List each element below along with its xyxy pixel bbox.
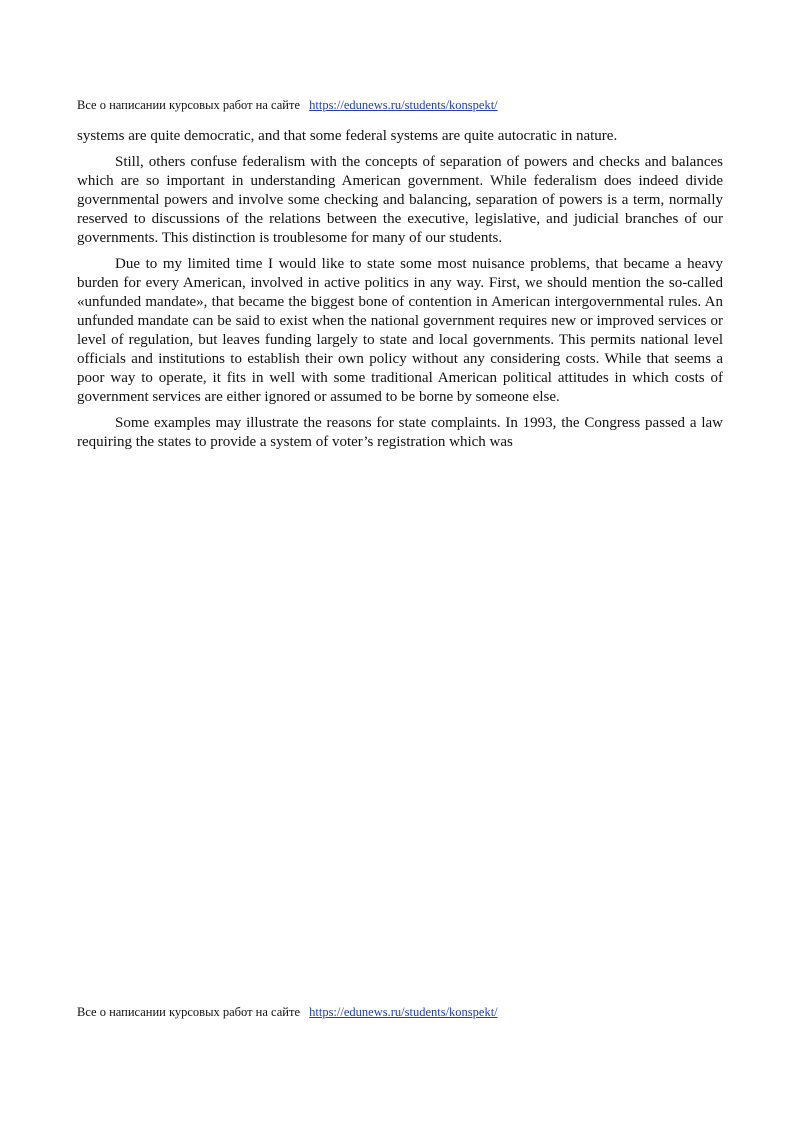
paragraph-2: Still, others confuse federalism with the concepts of separation of powers and checks and balances which are so important in understanding American government. While federalism does indeed divide governmental powers and involve some checking and balancing, separation of powers is a term, normally reserved to discussions of the relations between the executive, legislative, and judicial branches of our governments. This distinction is troublesome for many of our students.: [77, 154, 723, 246]
page-header: [77, 97, 506, 113]
page-footer: [77, 1004, 506, 1020]
paragraph-3: Due to my limited time I would like to state some most nuisance problems, that became a heavy burden for every American, involved in active politics in any way. First, we should mention the so-called «unfunded mandate», that became the biggest bone of contention in American intergovernmental rules. An unfunded mandate can be said to exist when the national government requires new or improved services or level of regulation, but leaves funding largely to state and local governments. This permits national level officials and institutions to establish their own policy without any considering costs. While that seems a poor way to operate, it fits in well with some traditional American political attitudes in which costs of government services are either ignored or assumed to be borne by someone else.: [77, 256, 723, 405]
paragraph-4: Some examples may illustrate the reasons for state complaints. In 1993, the Congress passed a law requiring the states to provide a system of voter’s registration which was: [77, 415, 723, 450]
paragraph-1: systems are quite democratic, and that some federal systems are quite autocratic in nature.: [77, 128, 618, 144]
header-text: Все о написании курсовых работ на сайте: [77, 98, 300, 112]
header-link[interactable]: https://edunews.ru/students/konspekt/: [309, 98, 498, 112]
document-body: [77, 127, 723, 459]
footer-text: Все о написании курсовых работ на сайте: [77, 1005, 300, 1019]
footer-link[interactable]: https://edunews.ru/students/konspekt/: [309, 1005, 498, 1019]
